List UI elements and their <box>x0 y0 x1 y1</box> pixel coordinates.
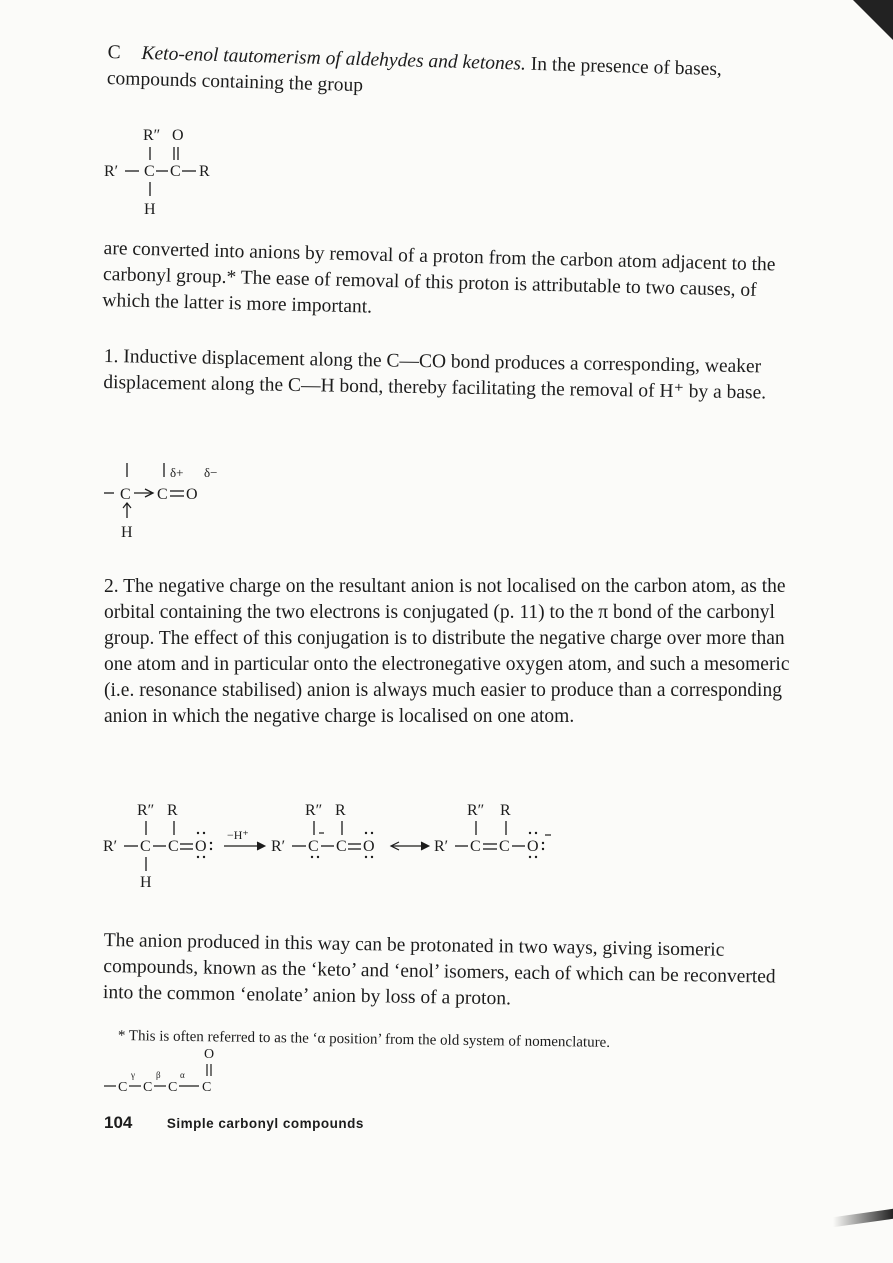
svg-text:C: C <box>168 838 179 855</box>
svg-text:C: C <box>140 838 151 855</box>
svg-text:C: C <box>202 1080 212 1095</box>
svg-text:C: C <box>170 163 181 180</box>
paragraph-1: are converted into anions by removal of a proton from the carbon atom adjacent to the carbonyl group.* The ease of removal of this proton is attributable to two causes, of which the latter is more important. <box>102 237 776 318</box>
page-number: 104 <box>104 1113 133 1132</box>
svg-text:R: R <box>167 802 178 819</box>
svg-text:C: C <box>499 838 510 855</box>
svg-text:δ+: δ+ <box>170 465 184 480</box>
resonance-scheme <box>100 795 580 895</box>
svg-text:R: R <box>500 802 511 819</box>
inductive-structure <box>100 455 260 545</box>
svg-text:R″: R″ <box>467 802 485 819</box>
svg-text:C: C <box>157 486 168 503</box>
section-label: C <box>107 41 121 64</box>
svg-text:O: O <box>186 486 198 503</box>
section-intro: In the presence of bases, <box>530 53 723 81</box>
svg-text:O: O <box>195 838 207 855</box>
svg-text:C: C <box>168 1080 178 1095</box>
svg-text:O: O <box>527 838 539 855</box>
footnote: * This is often referred to as the ‘α position’ from the old system of nomenclature. <box>117 1028 611 1051</box>
svg-text:C: C <box>470 838 481 855</box>
svg-text:δ−: δ− <box>204 465 218 480</box>
page-corner-shadow <box>853 0 893 40</box>
svg-text:R′: R′ <box>434 838 449 855</box>
group-structure <box>100 120 240 230</box>
svg-text:C: C <box>144 163 155 180</box>
svg-text:R′: R′ <box>104 163 119 180</box>
svg-text:C: C <box>143 1080 153 1095</box>
svg-text:C: C <box>336 838 347 855</box>
svg-text:−H⁺: −H⁺ <box>227 828 249 842</box>
svg-text:O: O <box>204 1047 215 1062</box>
svg-text:R″: R″ <box>305 802 323 819</box>
svg-text:α: α <box>180 1070 185 1080</box>
svg-text:C: C <box>120 486 131 503</box>
svg-text:R′: R′ <box>271 838 286 855</box>
svg-text:β: β <box>156 1070 161 1080</box>
section-heading <box>107 40 828 112</box>
svg-text:R″: R″ <box>143 127 161 144</box>
svg-text:γ: γ <box>131 1070 135 1080</box>
svg-text:H: H <box>121 524 133 541</box>
paragraph-3: The anion produced in this way can be protonated in two ways, giving isomeric compounds, known as the ‘keto’ and ‘enol’ isomers, each of which can be reconverted into the common ‘enolate’ anion by loss of a proton. <box>102 929 776 1010</box>
svg-text:R: R <box>335 802 346 819</box>
svg-text:O: O <box>172 127 184 144</box>
svg-text:H: H <box>144 201 156 218</box>
svg-text:R: R <box>199 163 210 180</box>
section-intro-line2: compounds containing the group <box>106 67 364 97</box>
svg-text:O: O <box>363 838 375 855</box>
svg-text:R″: R″ <box>137 802 155 819</box>
footnote-structure <box>100 1040 260 1100</box>
svg-text:H: H <box>140 874 152 891</box>
point-1-inductive: 1. Inductive displacement along the C—CO bond produces a corresponding, weaker displacement along the C—H bond, thereby facilitating the removal of H⁺ by a base. <box>103 345 767 404</box>
svg-text:C: C <box>118 1080 128 1095</box>
point-2-mesomeric: 2. The negative charge on the resultant anion is not localised on the carbon atom, as the orbital containing the two electrons is conjugated (p. 11) to the π bond of the carbonyl group. The effect of this conjugation is to distribute the negative charge over more than one atom and in particular onto the electronegative oxygen atom, and such a mesomeric (i.e. resonance stabilised) anion is always much easier to produce than a corresponding anion in which the negative charge is localised on one atom. <box>104 576 790 727</box>
page-footer <box>104 1113 364 1133</box>
running-title: Simple carbonyl compounds <box>166 1116 364 1131</box>
svg-text:R′: R′ <box>103 838 118 855</box>
section-title: Keto-enol tautomerism of aldehydes and ketones. <box>141 42 527 75</box>
page-edge-shadow <box>833 1209 893 1227</box>
svg-text:C: C <box>308 838 319 855</box>
